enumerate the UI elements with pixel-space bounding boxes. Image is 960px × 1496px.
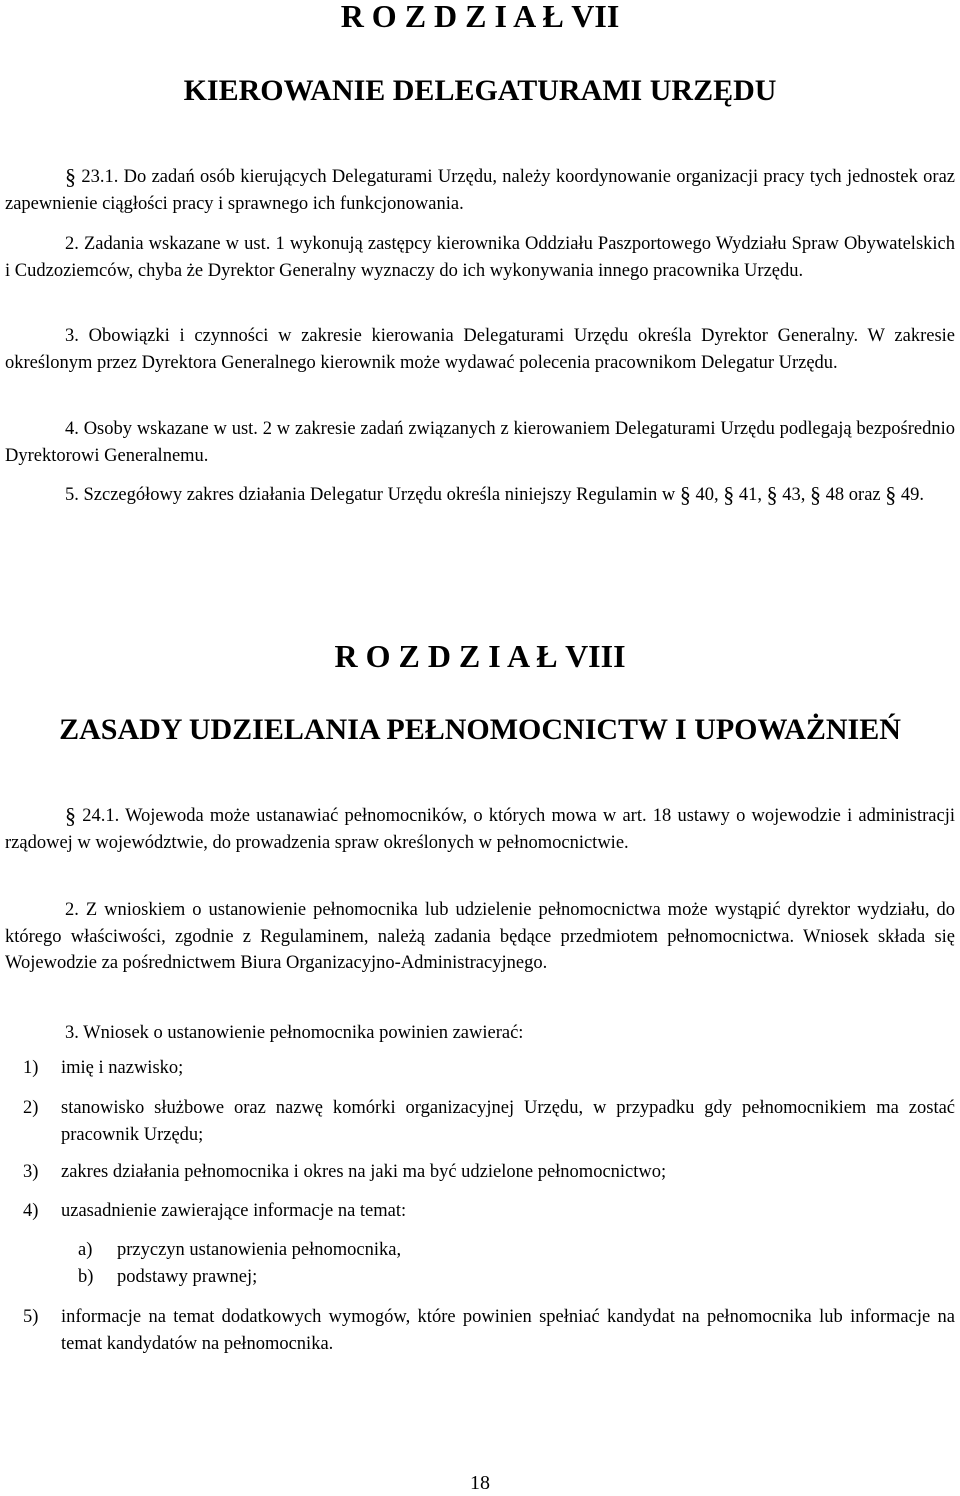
page-number: 18 <box>470 1472 490 1494</box>
paragraph-text: Do zadań osób kierujących Delegaturami Urzędu, należy koordynowanie organizacji pracy tych jednostek oraz zapewnienie ciągłości pracy i sprawnego ich funkcjonowania. <box>5 167 956 214</box>
section-sign: § <box>723 482 735 507</box>
paragraph-text: 4. Osoby wskazane w ust. 2 w zakresie zadań związanych z kierowaniem Delegaturami Urzędu podlegają bezpośrednio Dyrektorowi Generalnemu. <box>5 419 955 466</box>
sublist-item-number: a) <box>78 1240 93 1260</box>
list-item-number: 1) <box>23 1058 39 1078</box>
paragraph-24-1 <box>5 803 955 856</box>
reference: 49. <box>900 485 924 505</box>
sublist-item-text: przyczyn ustanowienia pełnomocnika, <box>117 1240 402 1260</box>
paragraph-23-3 <box>5 323 955 376</box>
paragraph-text: 3. Obowiązki i czynności w zakresie kierowania Delegaturami Urzędu określa Dyrektor Generalny. W zakresie określonym przez Dyrektora Generalnego kierownik może wydawać polecenia pracownikom Delegatur Urzędu. <box>5 326 955 373</box>
list-item-text: zakres działania pełnomocnika i okres na jaki ma być udzielone pełnomocnictwo; <box>61 1162 667 1182</box>
sublist-item-number: b) <box>78 1267 94 1287</box>
paragraph-23-5 <box>5 482 955 509</box>
paragraph-24-2 <box>5 897 955 977</box>
paragraph-text: 2. Zadania wskazane w ust. 1 wykonują zastępcy kierownika Oddziału Paszportowego Wydziału Spraw Obywatelskich i Cudzoziemców, chyba że Dyrektor Generalny wyznaczy do ich wykonywania innego pracownika Urzędu. <box>5 234 955 281</box>
paragraph-23-2 <box>5 231 955 284</box>
list-item-text: imię i nazwisko; <box>61 1058 184 1078</box>
list-item-text: stanowisko służbowe oraz nazwę komórki organizacyjnej Urzędu, w przypadku gdy pełnomocnikiem ma zostać pracownik Urzędu; <box>61 1098 955 1145</box>
reference: 41, <box>738 485 763 505</box>
section-sign: § <box>766 482 778 507</box>
paragraph-24-3 <box>5 1020 955 1047</box>
section-sign: § <box>885 482 897 507</box>
list-item-number: 5) <box>23 1307 39 1327</box>
list-item-text: informacje na temat dodatkowych wymogów, które powinien spełniać kandydat na pełnomocnika lub informacje na temat kandydatów na pełnomocnika. <box>61 1307 955 1354</box>
paragraph-23-1 <box>5 164 955 217</box>
reference: 48 oraz <box>825 485 881 505</box>
paragraph-number: 23.1. <box>81 167 119 187</box>
section-sign: § <box>810 482 822 507</box>
section-sign: § <box>65 803 76 828</box>
paragraph-23-4 <box>5 416 955 469</box>
paragraph-text: 3. Wniosek o ustanowienie pełnomocnika powinien zawierać: <box>65 1023 524 1043</box>
chapter-8-label: R O Z D Z I A Ł VIII <box>334 638 626 674</box>
reference: 40, <box>695 485 719 505</box>
list-item-number: 2) <box>23 1098 39 1118</box>
chapter-7-title: KIEROWANIE DELEGATURAMI URZĘDU <box>183 74 777 107</box>
list-item-number: 4) <box>23 1201 39 1221</box>
section-sign: § <box>679 482 691 507</box>
list-item-text: uzasadnienie zawierające informacje na temat: <box>61 1201 407 1221</box>
sublist-item-text: podstawy prawnej; <box>117 1267 258 1287</box>
section-sign: § <box>65 164 76 189</box>
paragraph-text: 2. Z wnioskiem o ustanowienie pełnomocnika lub udzielenie pełnomocnictwa może wystąpić dyrektor wydziału, do którego właściwości, zgodnie z Regulaminem, należą zadania będące przedmiotem pełnomocnictwa. Wniosek składa się Wojewodzie za pośrednictwem Biura Organizacyjno-Administracyjnego. <box>5 900 955 973</box>
paragraph-text: 5. Szczegółowy zakres działania Delegatur Urzędu określa niniejszy Regulamin w <box>65 485 676 505</box>
paragraph-number: 24.1. <box>82 806 120 826</box>
chapter-7-label: R O Z D Z I A Ł VII <box>340 0 620 34</box>
list-item-number: 3) <box>23 1162 39 1182</box>
reference: 43, <box>782 485 806 505</box>
paragraph-text: Wojewoda może ustanawiać pełnomocników, o których mowa w art. 18 ustawy o wojewodzie i administracji rządowej w województwie, do prowadzenia spraw określonych w pełnomocnictwie. <box>5 806 956 853</box>
chapter-8-title: ZASADY UDZIELANIA PEŁNOMOCNICTW I UPOWAŻNIEŃ <box>59 713 901 746</box>
